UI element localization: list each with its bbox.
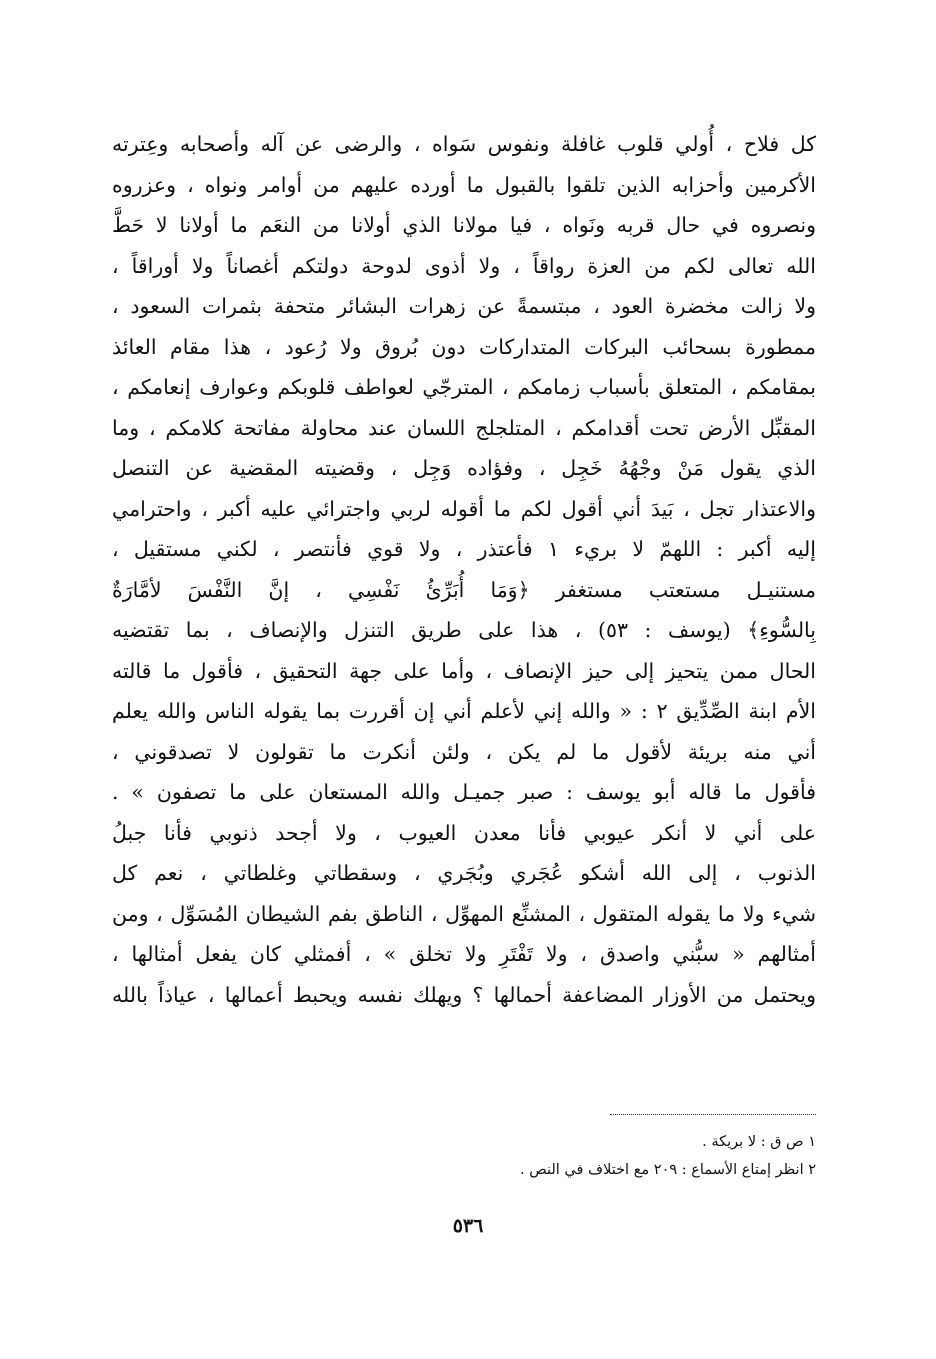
text-line: الله تعالى لكم من العزة رواقاً ، ولا أذوى لدوحة دولتكم أغصاناً ولا أوراقاً ، xyxy=(112,253,816,278)
text-line: إليه أكبر : اللهمّ لا بريء ١ فأعتذر ، ولا قوي فأنتصر ، لكني مستقيل ، xyxy=(112,537,816,561)
text-line: ويحتمل من الأوزار المضاعفة أحمالها ؟ ويهلك نفسه ويحبط أعمالها ، عياذاً بالله xyxy=(112,982,816,1007)
page-number: ٥٣٦ xyxy=(452,1215,484,1237)
text-line: بِالسُّوءِ﴾ (يوسف : ٥٣) ، هذا على طريق التنزل والإنصاف ، بما تقتضيه xyxy=(112,618,816,642)
text-line: أمثالهم « سبُّني واصدق ، ولا تَفْتَرِ ولا تخلق » ، أفمثلي كان يفعل أمثالها ، xyxy=(112,942,816,966)
text-line: كل فلاح ، أُولي قلوب غافلة ونفوس سَواه ، والرضى عن آله وأصحابه وعِترته xyxy=(112,132,816,156)
text-line: فأقول ما قاله أبو يوسف : صبر جميـل والله المستعان على ما تصفون » . xyxy=(112,780,816,804)
footnote-divider xyxy=(610,1114,816,1115)
text-line: ممطورة بسحائب البركات المتداركات دون بُروق ولا رُعود ، هذا مقام العائذ xyxy=(112,334,816,359)
text-line: الأكرمين وأحزابه الذين تلقوا بالقبول ما أورده عليهم من أوامر ونواه ، وعزروه xyxy=(112,172,816,197)
text-line: والاعتذار تجل ، بَيدَ أني أقول لكم ما أقوله لربي واجترائي عليه أكبر ، واحترامي xyxy=(112,496,816,521)
text-line: مستنيـل مستعتب مستغفر ﴿وَمَا أُبَرِّئُ نَفْسِي ، إنَّ النَّفْسَ لأمَّارَةٌ xyxy=(112,577,816,602)
text-line: على أني لا أنكر عيوبي فأنا معدن العيوب ، ولا أجحد ذنوبي فأنا جبلُ xyxy=(112,820,816,845)
text-line: بمقامكم ، المتعلق بأسباب زمامكم ، المترجّي لعواطف قلوبكم وعوارف إنعامكم ، xyxy=(112,375,816,399)
body-text xyxy=(112,124,816,1015)
text-line: الذي يقول مَنْ وجْهُهُ خَجِل ، وفؤاده وَجِل ، وقضيته المقضية عن التنصل xyxy=(112,456,816,480)
text-line: الذنوب ، إلى الله أشكو عُجَري وبُجَري ، وسقطاتي وغلطاتي ، نعم كل xyxy=(112,861,816,885)
text-line: أني منه بريئة لأقول ما لم يكن ، ولئن أنكرت ما تقولون لا تصدقوني ، xyxy=(112,739,816,764)
text-line: ونصروه في حال قربه ونَواه ، فيا مولانا الذي أولانا من النعَم ما أولانا لا حَطَّ xyxy=(112,213,816,237)
text-line: الحال ممن يتحيز إلى حيز الإنصاف ، وأما على جهة التحقيق ، فأقول ما قالته xyxy=(112,658,816,683)
footnotes xyxy=(330,1128,816,1184)
footnote: ١ ص ق : لا بريكة . xyxy=(702,1134,816,1150)
text-line: المقبِّل الأرض تحت أقدامكم ، المتلجلج اللسان عند محاولة مفاتحة كلامكم ، وما xyxy=(112,415,816,440)
text-line: شيء ولا ما يقوله المتقول ، المشنِّع المهوِّل ، الناطق بفم الشيطان المُسَوِّل ، ومن xyxy=(112,901,816,926)
text-line: الأم ابنة الصِّدِّيق ٢ : « والله إني لأعلم أني إن أقررت بما يقوله الناس والله يعلم xyxy=(112,699,816,723)
text-line: ولا زالت مخضرة العود ، مبتسمةً عن زهرات البشائر متحفة بثمرات السعود ، xyxy=(112,294,816,318)
footnote: ٢ انظر إمتاع الأسماع : ٢٠٩ مع اختلاف في النص . xyxy=(520,1162,816,1178)
